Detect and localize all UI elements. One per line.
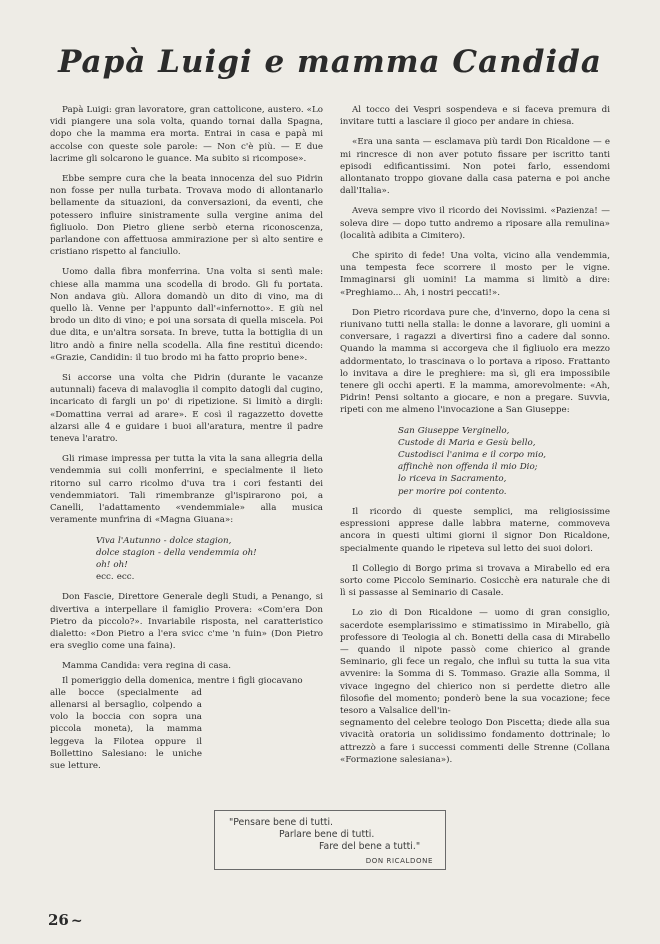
song-verse [96, 535, 323, 584]
paragraph: Il pomeriggio della domenica, mentre i figli giocavano [62, 675, 303, 686]
verse-line: Custode di Maria e Gesù bello, [398, 437, 536, 448]
verse-line: San Giuseppe Verginello, [398, 425, 510, 436]
verse-line: affinchè non offenda il mio Dio; [398, 462, 538, 473]
page-mark: ~ [70, 913, 83, 929]
quote-signature: DON RICALDONE [365, 857, 433, 865]
paragraph-wrap: alle bocce (specialmente ad allenarsi al bersaglio, colpendo a volo la boccia con sopra una piccola moneta), la mamma leggeva la Filotea oppure il Bollettino Salesiano: le uniche sue letture. [50, 687, 202, 771]
paragraph: Al tocco dei Vespri sospendeva e si faceva premura di invitare tutti a lasciare il gioco per andare in chiesa. [340, 105, 610, 128]
paragraph: Il Collegio di Borgo prima si trovava a Mirabello ed era sorto come Piccolo Seminario. Cosicchè era naturale che di lì si passasse al Seminario di Casale. [340, 563, 610, 599]
quote-line: Fare del bene a tutti." [319, 841, 421, 852]
pull-quote-box [214, 810, 446, 870]
paragraph: Papà Luigi: gran lavoratore, gran cattolicone, austero. «Lo vidi piangere una sola volta, quando tornai dalla Spagna, dopo che la mamma era morta. Entrai in casa e papà mi accolse con queste sole parole: — Non c'è più. — E due lacrime gli solcarono le guance. Ma subito si ricompose». [50, 105, 323, 164]
verse-line: per morire poi contento. [398, 486, 507, 497]
paragraph: Mamma Candida: vera regina di casa. [62, 661, 232, 672]
paragraph: Gli rimase impressa per tutta la vita la sana allegria della vendemmia sui colli monferrini, e specialmente il lieto ritorno sul carro ricolmo d'uva tra i cori festanti dei vendemmiatori. Tali rimembranze gl'ispirarono poi, a Canelli, l'adattamento «vendemmiale» alla musica veramente munfrina di «Magna Giuana»: [50, 454, 323, 526]
quote-line: Parlare bene di tutti. [279, 829, 375, 840]
verse-line: dolce stagion - della vendemmia oh! [96, 547, 257, 558]
page-number-value: 26 [48, 911, 69, 929]
page-number [48, 911, 83, 929]
paragraph: Uomo dalla fibra monferrina. Una volta si sentì male: chiese alla mamma una scodella di brodo. Gli fu portata. Non andava giù. Allora domandò un dito di vino, ma di quello là. Venne per l'appunto dall'«infernotto». E giù nel brodo un dito di vino; e poi una sorsata di quella miscela. Poi due dita, e un'altra sorsata. In breve, tutta la bottiglia di un litro andò a finire nella scodella. Alla fine restituì dicendo: «Grazie, Candidin: il tuo brodo mi ha fatto proprio bene». [50, 267, 323, 363]
paragraph-wrap: segnamento del celebre teologo Don Piscetta; diede alla sua vivacità oratoria un solidissimo fondamento dottrinale; lo attrezzò a fare i successi commenti delle Strenne (Collana «Formazione salesiana»). [340, 718, 610, 765]
article-title: Papà Luigi e mamma Candida [58, 44, 602, 80]
paragraph: Ebbe sempre cura che la beata innocenza del suo Pidrin non fosse per nulla turbata. Trovava modo di allontanarlo bellamente da situazioni, da conversazioni, da eventi, che potessero influire sinistramente sulla vergine anima del figliuolo. Don Pietro gliene serbò eterna riconoscenza, parlandone con affettuosa ammirazione per sì alto sentire e cristiano rispetto al fanciullo. [50, 174, 323, 258]
right-column [340, 104, 610, 774]
paragraph: «Era una santa — esclamava più tardi Don Ricaldone — e mi rincresce di non aver potuto fissare per iscritto tanti episodi edificantissimi. Non potei farlo, essendomi allontanato troppo giovane dalla casa paterna e poi anche dall'Italia». [340, 137, 610, 197]
paragraph: Lo zio di Don Ricaldone — uomo di gran consiglio, sacerdote esemplarissimo e stimatissimo in Mirabello, già professore di Teologia al ch. Bonetti della casa di Mirabello — quando il nipote passò come chierico al grande Seminario, gli fece un regalo, che influì su tutta la sua vita avvenire: la Somma di S. Tommaso. Grazie alla Somma, il vivace ingegno del chierico non si perdette dietro alle filosofie del momento; ponderò bene la sua vocazione; fece tesoro a Valsalice dell'in- [340, 608, 610, 716]
paragraph: Il ricordo di queste semplici, ma religiosissime espressioni apprese dalle labbra materne, commoveva ancora in questi ultimi giorni il signor Don Ricaldone, specialmente quando le ripeteva sul letto dei suoi dolori. [340, 506, 610, 554]
paragraph: Aveva sempre vivo il ricordo dei Novissimi. «Pazienza! — soleva dire — dopo tutto andremo a riposare alla remulina» (località adibita a Cimitero). [340, 206, 610, 241]
verse-line: oh! oh! [96, 559, 128, 570]
paragraph: Don Fascie, Direttore Generale degli Studi, a Penango, si divertiva a interpellare il famiglio Provera: «Com'era Don Pietro da piccolo?». Invariabile risposta, nel caratteristico dialetto: «Don Pietro a l'era svicc c'me 'n fuin» (Don Pietro era sveglio come una faina). [50, 592, 323, 652]
prayer-verse [398, 425, 610, 498]
verse-line: lo riceva in Sacramento, [398, 474, 507, 485]
paragraph: Si accorse una volta che Pidrin (durante le vacanze autunnali) faceva di malavoglia il compito datogli dal cugino, incaricato di fargli un po' di ripetizione. Si limitò a dirgli: «Domattina verrai ad arare». E così il ragazzetto dovette alzarsi alle 4 e guidare i buoi all'aratura, mentre il padre teneva l'aratro. [50, 373, 323, 445]
verse-line: Custodisci l'anima e il corpo mio, [398, 450, 547, 461]
quote-line: "Pensare bene di tutti. [229, 817, 333, 828]
verse-line: Viva l'Autunno - dolce stagion, [96, 535, 232, 546]
left-column [50, 104, 323, 780]
verse-line: ecc. ecc. [96, 572, 135, 583]
paragraph: Don Pietro ricordava pure che, d'inverno, dopo la cena si riunivano tutti nella stalla: le donne a lavorare, gli uomini a conversare, i ragazzi a divertirsi fino a cadere dal sonno. Quando la mamma si accorgeva che il figliuolo era mezzo addormentato, lo trascinava o lo portava a riposo. Frattanto lo invitava a dire le preghiere: ma sì, gli era impossibile tenere gli occhi aperti. E la mamma, amorevolmente: «Ah, Pidrin! Pensi soltanto a giocare, e non a pregare. Suvvia, ripeti con me almeno l'invocazione a San Giuseppe: [340, 307, 610, 416]
paragraph: Che spirito di fede! Una volta, vicino alla vendemmia, una tempesta fece scorrere il mosto per le vigne. Immaginarsi gli uomini! La mamma si limitò a dire: «Preghiamo... Ah, i nostri peccati!». [340, 251, 610, 298]
